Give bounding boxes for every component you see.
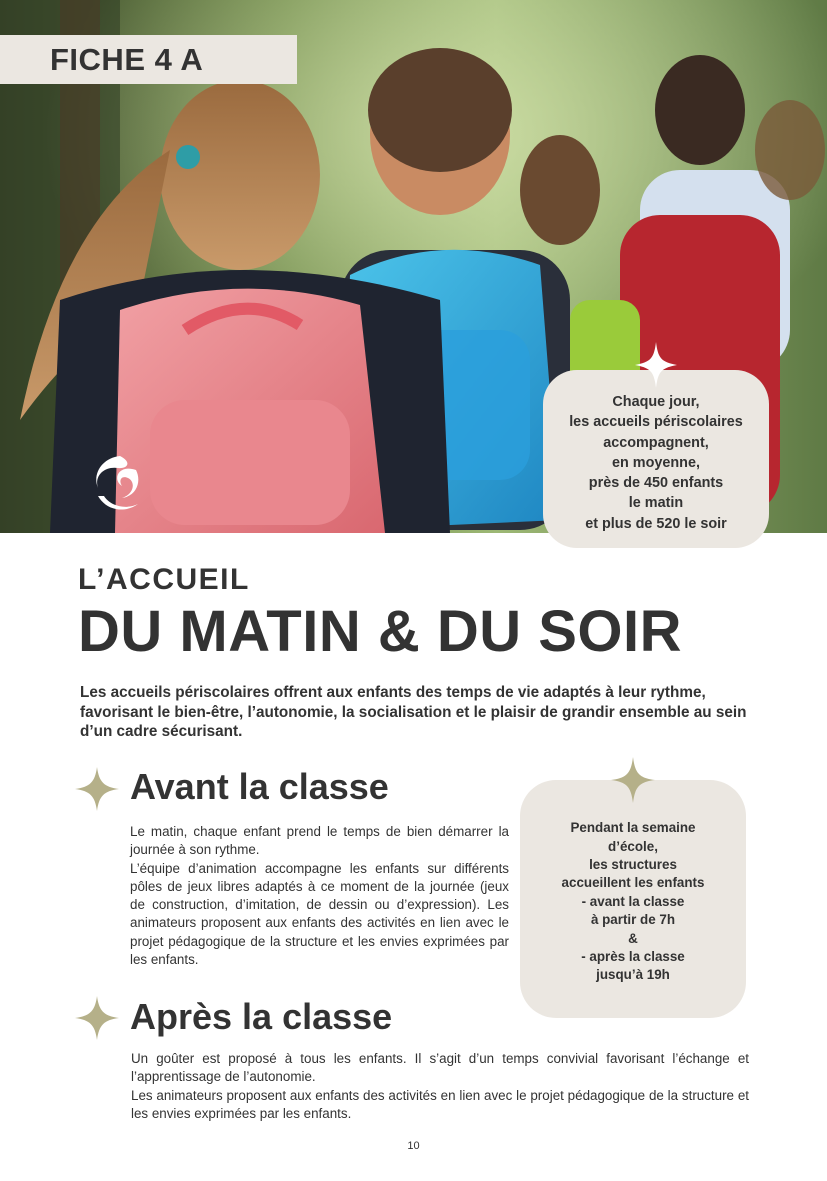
page-number: 10 [407, 1140, 420, 1152]
fiche-label: FICHE 4 A [0, 35, 297, 84]
sparkle-icon [635, 342, 677, 388]
section-avant-paragraph: L’équipe d’animation accompagne les enfants sur différents pôles de jeux libres adaptés à ce moment de la journée (jeux de construction, d’imitation, de dessin ou d’expression). Les animateurs proposent aux enfants des activités en lien avec le projet pédagogique de la structure et les envies exprimées par les enfants. [130, 860, 509, 968]
organization-logo-icon [88, 452, 146, 514]
section-title-apres: Après la classe [130, 996, 393, 1037]
section-apres-body [131, 1050, 749, 1123]
schedule-callout [520, 780, 746, 1018]
sparkle-icon [611, 757, 655, 803]
stats-callout [543, 370, 769, 548]
sparkle-icon [75, 767, 119, 811]
page-title-line1: L’ACCUEIL [78, 563, 250, 596]
stats-callout-text: Chaque jour, les accueils périscolaires accompagnent, en moyenne, près de 450 enfants le matin et plus de 520 le soir [569, 393, 743, 532]
section-avant-paragraph: Le matin, chaque enfant prend le temps de bien démarrer la journée à son rythme. [130, 824, 509, 858]
page-title-line2: DU MATIN & DU SOIR [78, 599, 683, 664]
section-avant-body [130, 823, 509, 969]
section-title-avant: Avant la classe [130, 766, 389, 807]
section-apres-paragraph: Les animateurs proposent aux enfants des activités en lien avec le projet pédagogique de la structure et les envies exprimées par les enfants. [131, 1087, 749, 1121]
sparkle-icon [75, 996, 119, 1040]
intro-paragraph: Les accueils périscolaires offrent aux enfants des temps de vie adaptés à leur rythme, favorisant le bien-être, l’autonomie, la socialisation et le plaisir de grandir ensemble au sein d’un cadre sécurisant. [80, 684, 747, 740]
schedule-callout-text: Pendant la semaine d’école, les structures accueillent les enfants - avant la classe à partir de 7h & - après la classe jusqu’à 19h [561, 820, 705, 983]
section-apres-paragraph: Un goûter est proposé à tous les enfants. Il s’agit d’un temps convivial favorisant l’échange et l’apprentissage de l’autonomie. [131, 1051, 749, 1085]
